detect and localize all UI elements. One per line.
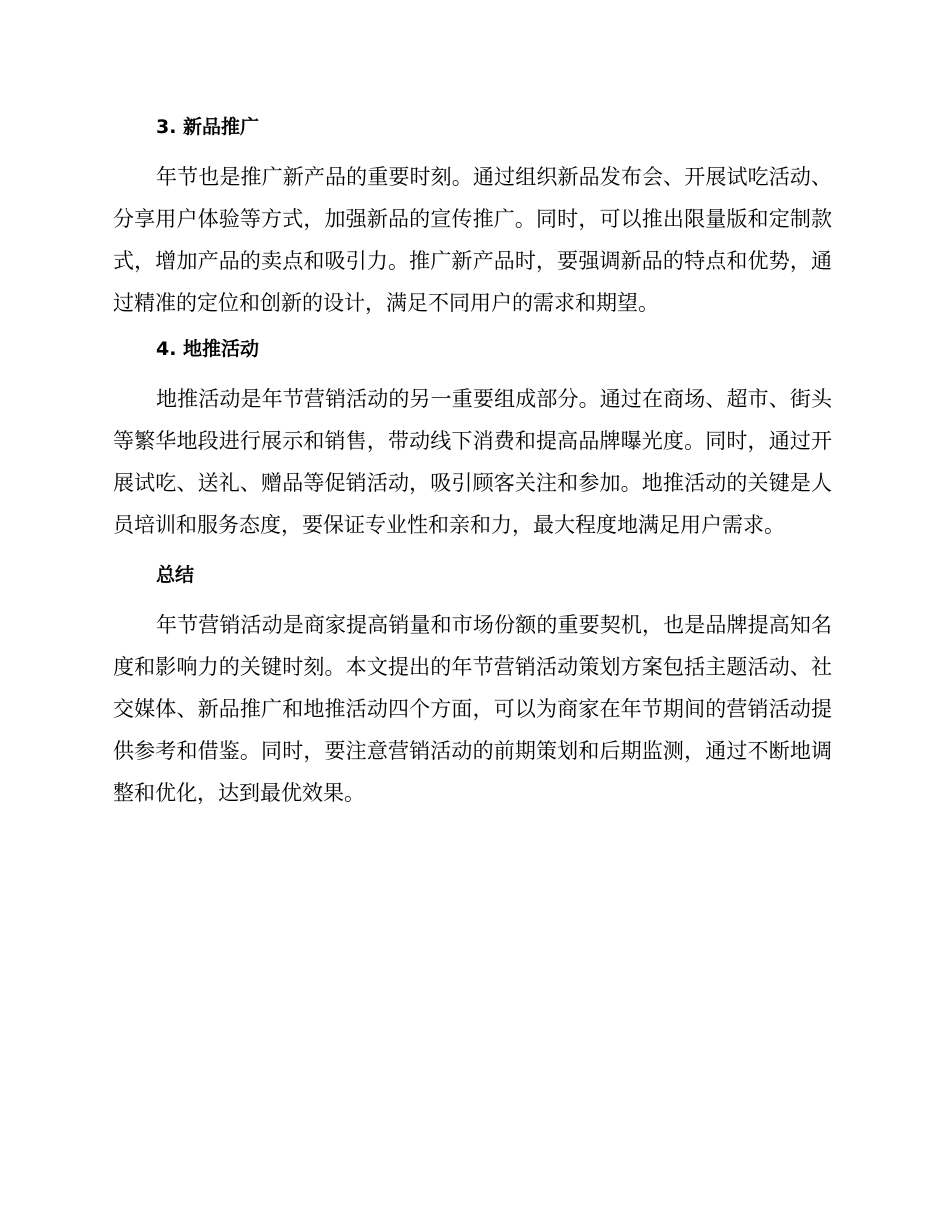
section-paragraph: 年节也是推广新产品的重要时刻。通过组织新品发布会、开展试吃活动、分享用户体验等方式，加强新品的宣传推广。同时，可以推出限量版和定制款式，增加产品的卖点和吸引力。推广新产品时，要强调新品的特点和优势，通过精准的定位和创新的设计，满足不同用户的需求和期望。 bbox=[113, 165, 832, 315]
document-body bbox=[113, 108, 832, 814]
section-paragraph: 地推活动是年节营销活动的另一重要组成部分。通过在商场、超市、街头等繁华地段进行展示和销售，带动线下消费和提高品牌曝光度。同时，通过开展试吃、送礼、赠品等促销活动，吸引顾客关注和参加。地推活动的关键是人员培训和服务态度，要保证专业性和亲和力，最大程度地满足用户需求。 bbox=[113, 387, 832, 537]
section-heading: 3. 新品推广 bbox=[156, 116, 260, 138]
section-summary bbox=[113, 556, 832, 814]
section-paragraph: 年节营销活动是商家提高销量和市场份额的重要契机，也是品牌提高知名度和影响力的关键时刻。本文提出的年节营销活动策划方案包括主题活动、社交媒体、新品推广和地推活动四个方面，可以为商家在年节期间的营销活动提供参考和借鉴。同时，要注意营销活动的前期策划和后期监测，通过不断地调整和优化，达到最优效果。 bbox=[113, 613, 832, 805]
section-heading: 4. 地推活动 bbox=[156, 338, 260, 360]
section-heading: 总结 bbox=[156, 564, 195, 586]
section-ground-promotion bbox=[113, 330, 832, 546]
section-new-product-promotion bbox=[113, 108, 832, 324]
